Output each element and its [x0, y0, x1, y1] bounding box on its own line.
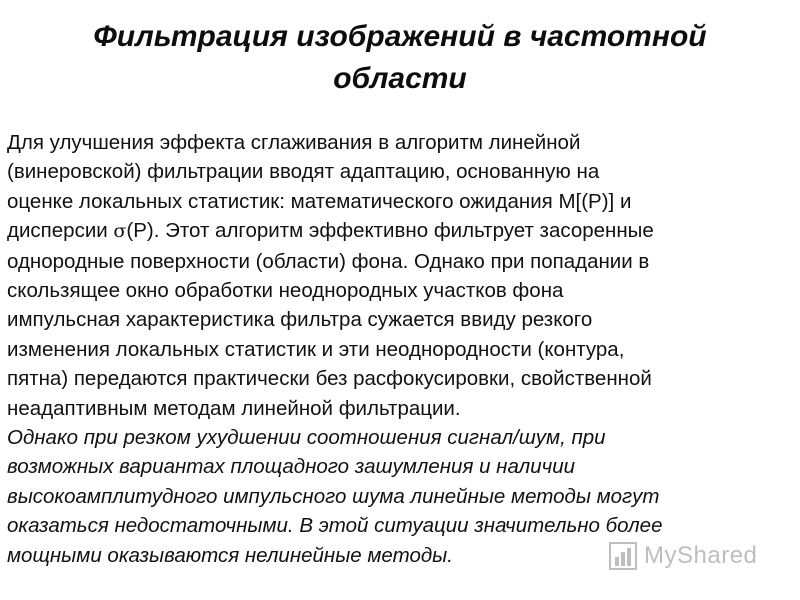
paragraph-1-line: импульсная характеристика фильтра сужается ввиду резкого [7, 308, 593, 332]
paragraph-2-line: оказаться недостаточными. В этой ситуации значительно более [7, 514, 663, 538]
paragraph-2-line: мощными оказываются нелинейные методы. [7, 543, 453, 567]
title-line-1: Фильтрация изображений в частотной [93, 20, 707, 53]
title-line-2: области [333, 62, 467, 95]
sigma-symbol: σ [113, 220, 127, 243]
variance-continuation: (Р). Этот алгоритм эффективно фильтрует засоренные [126, 219, 654, 243]
paragraph-1-line: скользящее окно обработки неоднородных участков фона [7, 279, 564, 303]
paragraph-2-line: Однако при резком ухудшении соотношения сигнал/шум, при [7, 426, 606, 450]
paragraph-1-line: (винеровской) фильтрации вводят адаптацию, основанную на [7, 160, 600, 184]
paragraph-1-line: неадаптивным методам линейной фильтрации. [7, 396, 461, 420]
paragraph-1 [7, 128, 793, 423]
watermark-text: MyShared [644, 542, 758, 569]
paragraph-1-line: Для улучшения эффекта сглаживания в алгоритм линейной [7, 131, 581, 154]
paragraph-1-line: изменения локальных статистик и эти неоднородности (контура, [7, 337, 625, 361]
bar-chart-icon [608, 541, 638, 571]
paragraph-1-line: оценке локальных статистик: математического ожидания М[(Р)] и [7, 189, 632, 213]
slide-title [20, 16, 780, 100]
paragraph-1-line: пятна) передаются практически без расфокусировки, свойственной [7, 367, 652, 391]
paragraph-1-line [7, 216, 793, 246]
watermark [608, 538, 757, 574]
variance-label: дисперсии [7, 219, 114, 243]
slide-body [7, 128, 793, 570]
paragraph-2-line: высокоамплитудного импульсного шума линейные методы могут [7, 484, 660, 508]
paragraph-2-line: возможных вариантах площадного зашумления и наличии [7, 455, 576, 479]
paragraph-1-line: однородные поверхности (области) фона. Однако при попадании в [7, 249, 650, 273]
